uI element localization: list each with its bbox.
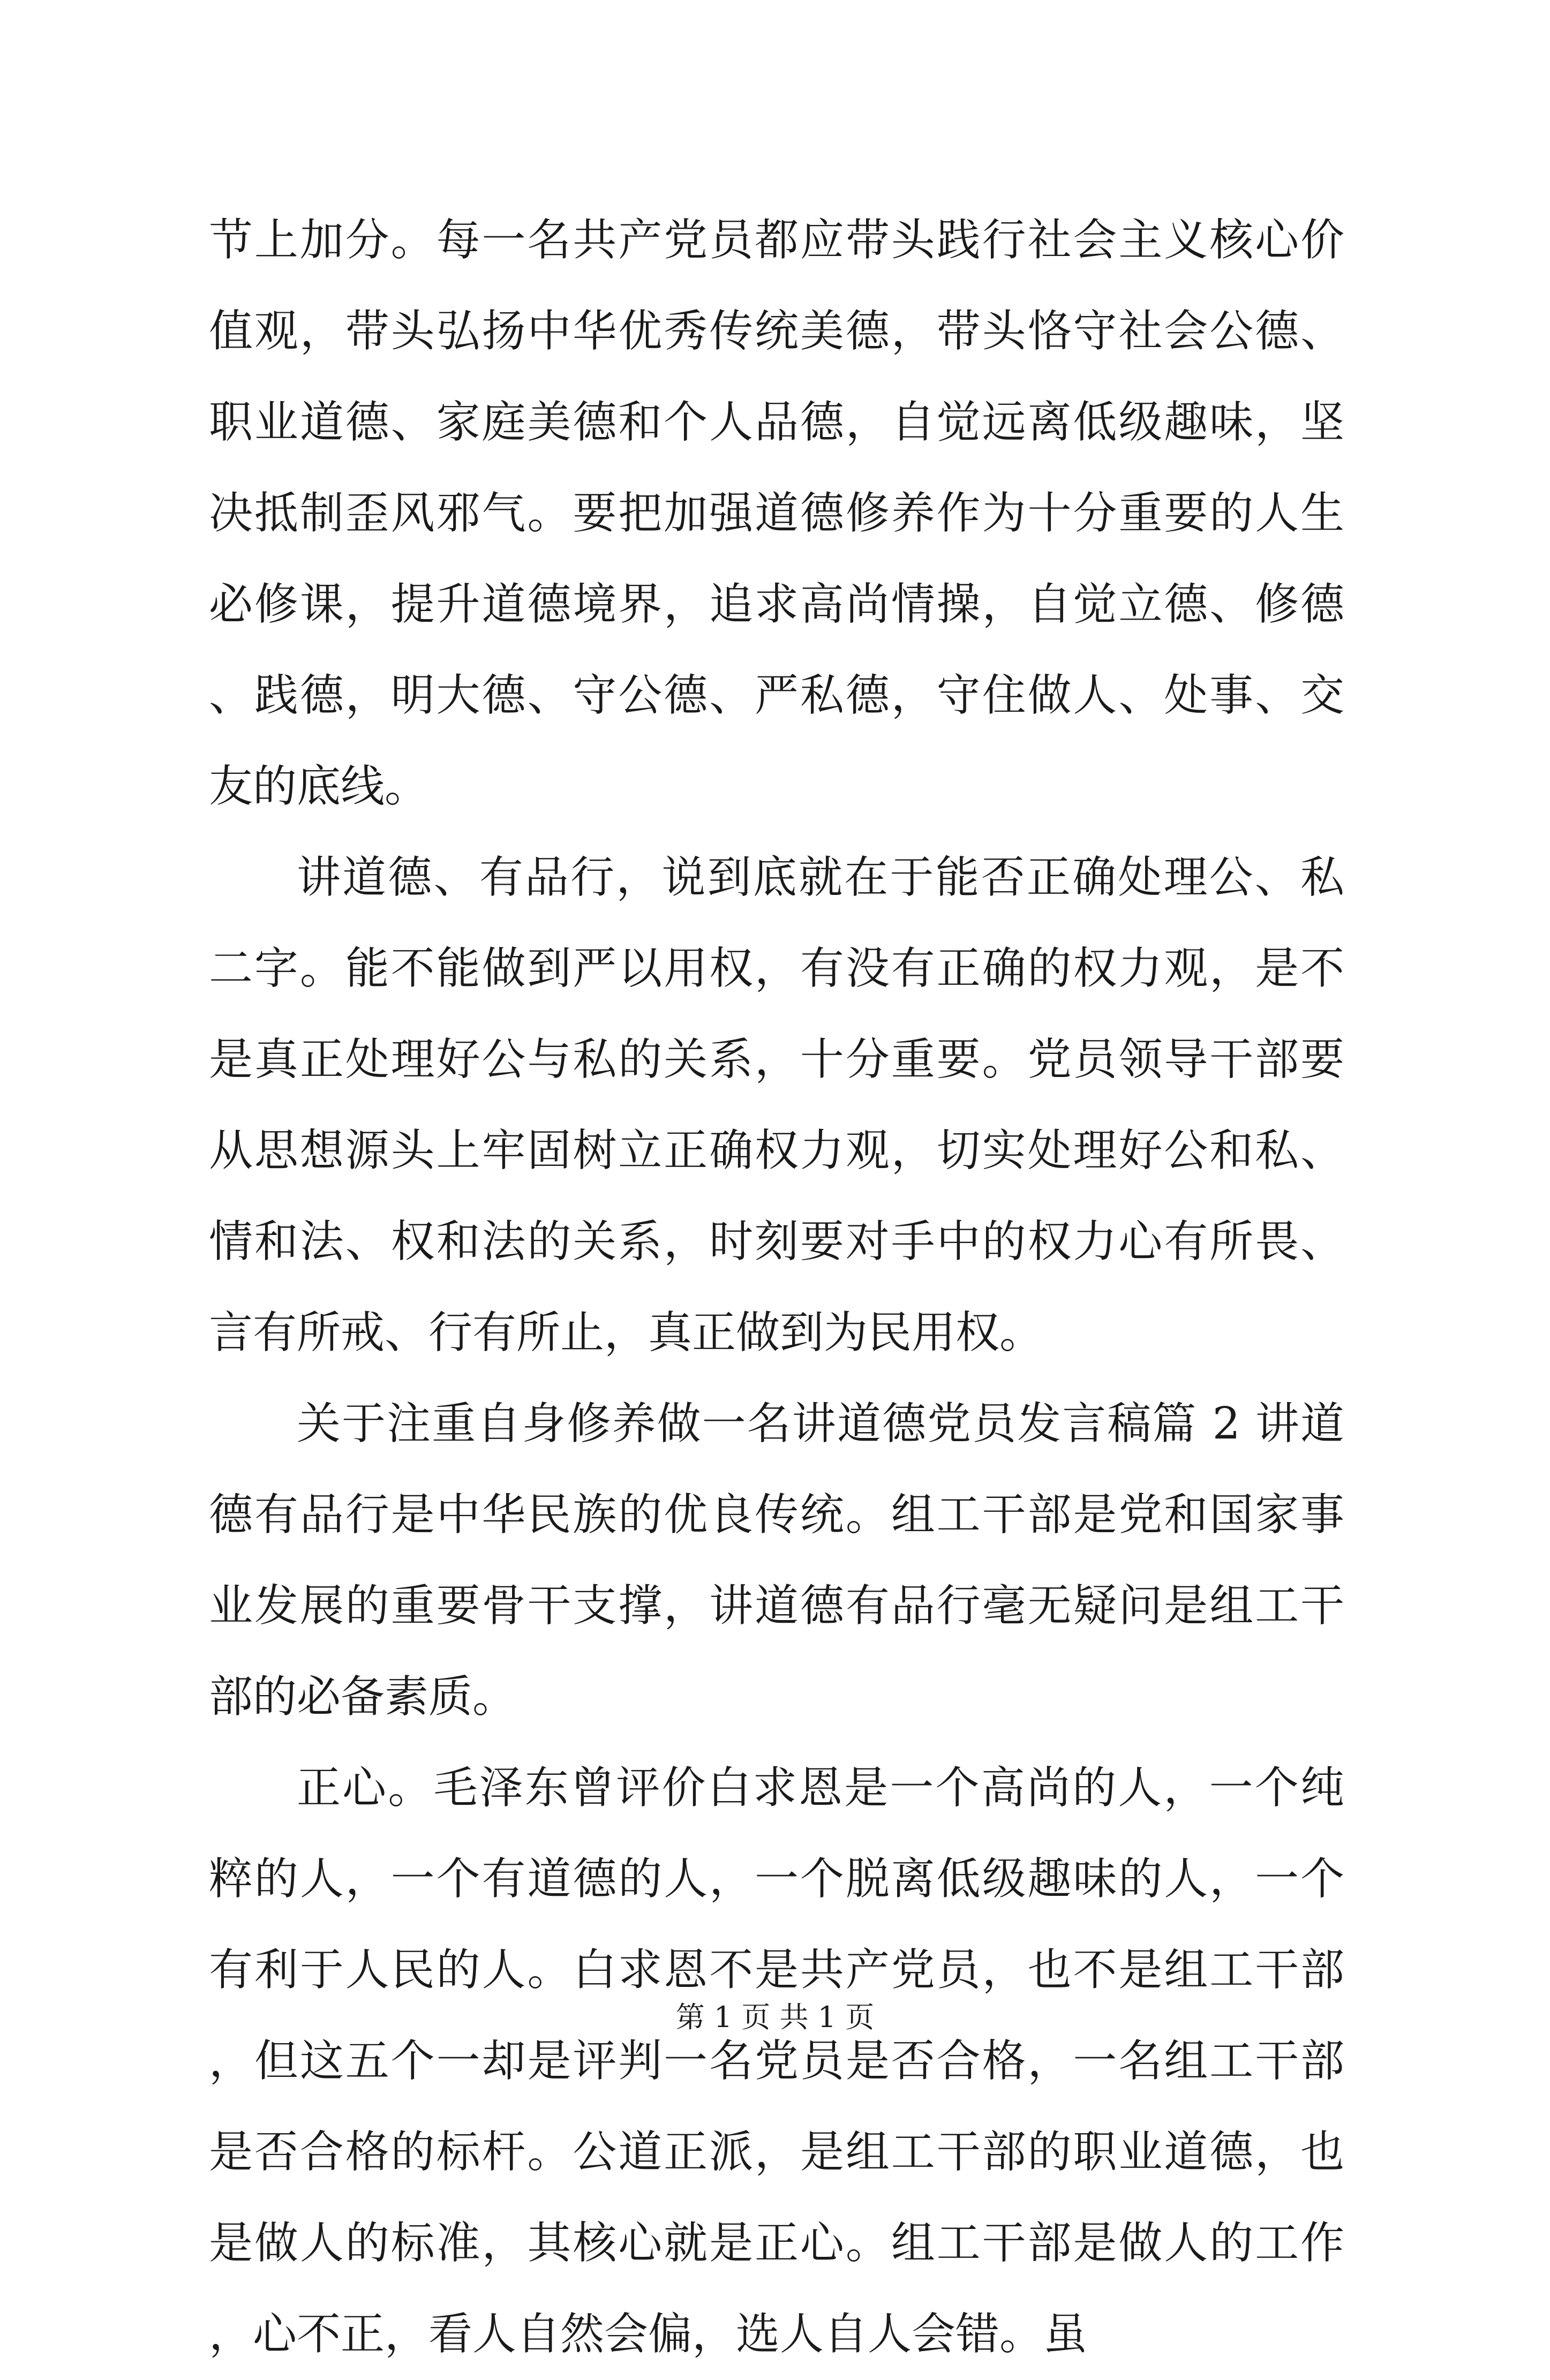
paragraph-1: 节上加分。每一名共产党员都应带头践行社会主义核心价值观，带头弘扬中华优秀传统美德，带头恪守社会公德、职业道德、家庭美德和个人品德，自觉远离低级趣味，坚决抵制歪风邪气。要把加强道德修养作为十分重要的人生必修课，提升道德境界，追求高尚情操，自觉立德、修德、践德，明大德、守公德、严私德，守住做人、处事、交友的底线。 [209,215,1344,812]
paragraph-2: 讲道德、有品行，说到底就在于能否正确处理公、私二字。能不能做到严以用权，有没有正确的权力观，是不是真正处理好公与私的关系，十分重要。党员领导干部要从思想源头上牢固树立正确权力观，切实处理好公和私、情和法、权和法的关系，时刻要对手中的权力心有所畏、言有所戒、行有所止，真正做到为民用权。 [209,852,1344,1358]
paragraph-3: 关于注重自身修养做一名讲道德党员发言稿篇 2 讲道德有品行是中华民族的优良传统。组工干部是党和国家事业发展的重要骨干支撑，讲道德有品行毫无疑问是组工干部的必备素质。 [209,1398,1344,1722]
page-footer: 第 1 页 共 1 页 [675,2000,875,2034]
document-body [209,195,1344,2380]
paragraph-4: 正心。毛泽东曾评价白求恩是一个高尚的人，一个纯粹的人，一个有道德的人，一个脱离低级趣味的人，一个有利于人民的人。白求恩不是共产党员，也不是组工干部，但这五个一却是评判一名党员是否合格，一名组工干部是否合格的标杆。公道正派，是组工干部的职业道德，也是做人的标准，其核心就是正心。组工干部是做人的工作，心不正，看人自然会偏，选人自人会错。虽 [209,1763,1344,2360]
